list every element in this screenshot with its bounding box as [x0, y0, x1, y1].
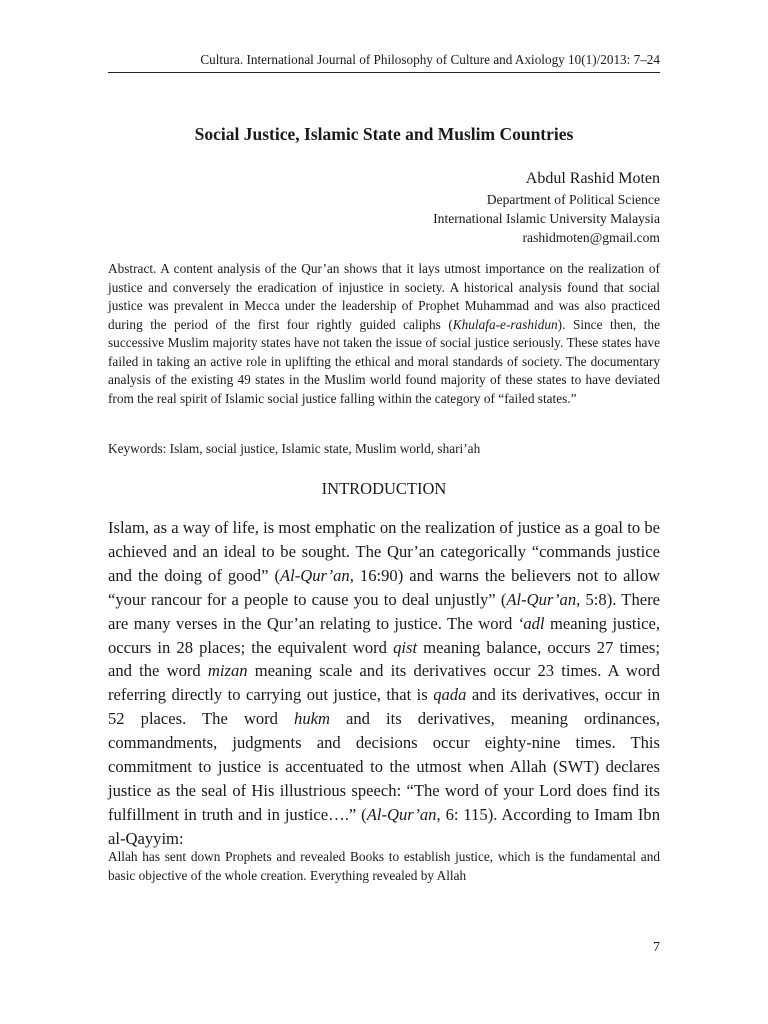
keywords: Keywords: Islam, social justice, Islamic state, Muslim world, shari’ah [108, 441, 481, 456]
author-name: Abdul Rashid Moten [525, 170, 660, 187]
term-adl: ‘adl [517, 613, 545, 633]
abstract-text-1: Abstract. A content analysis of the Qur’an shows that it lays utmost importance on the realization of justice and conversely the eradication of injustice in society. A historical analysis found that social justice was prevalent in Mecca under the leadership of Prophet Muhammad and was also practiced during the period of the first four rightly guided caliphs ( [108, 261, 660, 332]
paper-title: Social Justice, Islamic State and Muslim Countries [194, 124, 574, 144]
citation-quran: Al-Qur’an [279, 565, 350, 585]
header-rule [108, 72, 660, 73]
abstract-italic-term: Khulafa-e-rashidun [452, 316, 558, 332]
term-hukm: hukm [294, 709, 330, 729]
abstract-text-2: ). Since then, the successive Muslim majority states have not taken the issue of social justice seriously. These states have failed in taking an active role in uplifting the ethical and moral standards of society. The documentary analysis of the existing 49 states in the Muslim world found majority of these states to have deviated from the real spirit of Islamic social justice falling within the category of “failed states.” [108, 316, 660, 406]
section-heading-introduction: INTRODUCTION [321, 479, 447, 498]
author-block [300, 168, 660, 247]
author-university: International Islamic University Malaysia [433, 211, 660, 226]
abstract [108, 260, 660, 408]
running-head: Cultura. International Journal of Philosophy of Culture and Axiology 10(1)/2013: 7–24 [200, 52, 660, 67]
citation-quran: Al-Qur’an [506, 589, 577, 609]
intro-text: meaning justice, occurs in 28 places; the equivalent word [108, 613, 660, 657]
intro-text: meaning scale and its derivatives occur 23 times. A word referring directly to carrying out justice, that is [108, 661, 660, 705]
intro-text: , 16:90) and warns the believers not to allow “your rancour for a people to cause you to deal unjustly” ( [108, 565, 660, 609]
block-quote: Allah has sent down Prophets and revealed Books to establish justice, which is the fundamental and basic objective of the whole creation. Everything revealed by Allah [108, 849, 660, 883]
intro-text: Islam, as a way of life, is most emphatic on the realization of justice as a goal to be achieved and an ideal to be sought. The Qur’an categorically “commands justice and the doing of good” ( [108, 518, 660, 585]
intro-text: and its derivatives, meaning ordinances, commandments, judgments and decisions occur eighty-nine times. This commitment to justice is accentuated to the utmost when Allah (SWT) declares justice as the seal of His illustrious speech: “The word of your Lord does find its fulfillment in truth and in justice….” ( [108, 709, 660, 824]
term-qada: qada [433, 685, 467, 705]
citation-quran: Al-Qur’an [366, 804, 437, 824]
page-number: 7 [653, 940, 660, 955]
introduction-paragraph [108, 516, 660, 851]
term-mizan: mizan [207, 661, 248, 681]
intro-text: meaning balance, occurs 27 times; and the word [108, 637, 660, 681]
author-department: Department of Political Science [486, 192, 660, 207]
intro-text: and its derivatives, occur in 52 places. The word [108, 685, 660, 729]
author-email[interactable]: rashidmoten@gmail.com [522, 230, 660, 245]
intro-text: , 6: 115). According to Imam Ibn al-Qayyim: [108, 804, 661, 848]
intro-text: , 5:8). There are many verses in the Qur’an relating to justice. The word [108, 589, 660, 633]
term-qist: qist [393, 637, 418, 657]
